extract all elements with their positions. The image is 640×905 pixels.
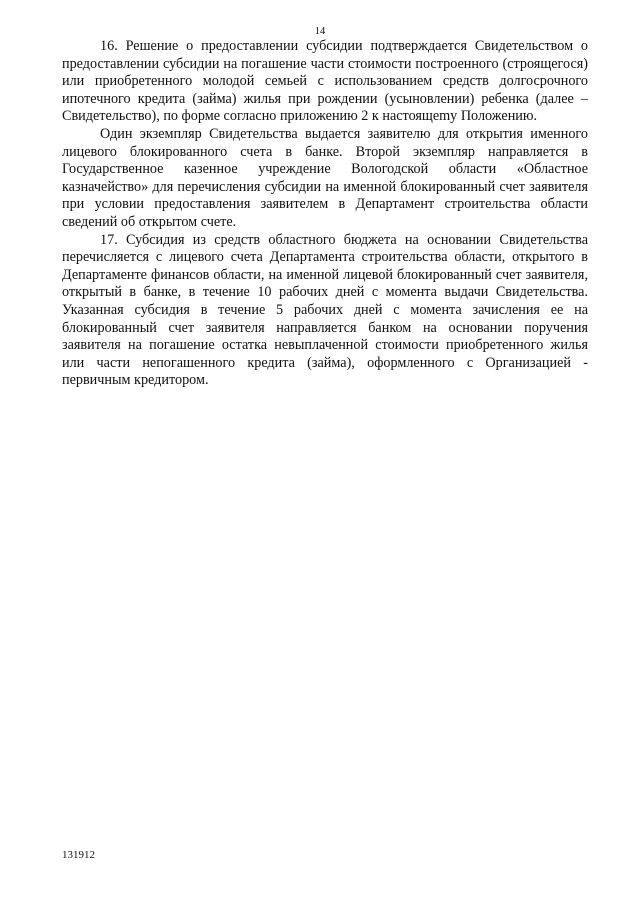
- paragraph-16: 16. Решение о предоставлении субсидии подтверждается Свидетельством о предоставлении субсидии на погашение части стоимости построенного (строящегося) или приобретенного молодой семьей с использованием средств долгосрочного ипотечного кредита (займа) жилья при рождении (усыновлении) ребенка (далее – Свидетельство), по форме согласно приложению 2 к настоящеmy Положению.: [62, 38, 588, 125]
- paragraph-certificate-copies: Один экземпляр Свидетельства выдается заявителю для открытия именного лицевого блокированного счета в банке. Второй экземпляр направляется в Государственное казенное учреждение Вологодской области «Областное казначейство» для перечисления субсидии на именной блокированный счет заявителя при условии предоставления заявителем в Департамент строительства области сведений об открытом счете.: [62, 125, 588, 230]
- page-number: 14: [314, 26, 326, 37]
- document-code: 131912: [62, 849, 95, 861]
- paragraph-17: 17. Субсидия из средств областного бюджета на основании Свидетельства перечисляется с лицевого счета Департамента строительства области, открытого в Департаменте финансов области, на именной лицевой блокированный счет заявителя, открытый в банке, в течение 10 рабочих дней с момента выдачи Свидетельства. Указанная субсидия в течение 5 рабочих дней с момента зачисления ее на блокированный счет заявителя направляется банком на основании поручения заявителя на погашение остатка невыплаченной стоимости приобретенного жилья или части непогашенного кредита (займа), оформленного с Организацией - первичным кредитором.: [62, 231, 588, 389]
- document-body: [62, 38, 588, 390]
